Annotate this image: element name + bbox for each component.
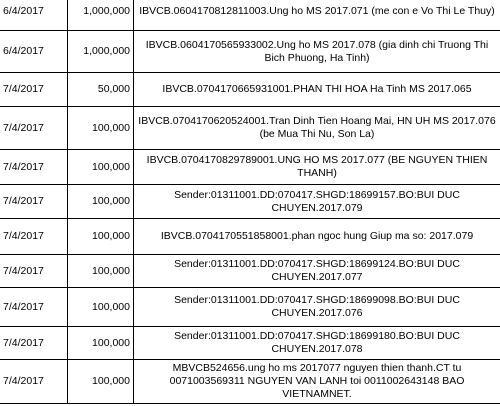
row-date: 7/4/2017 bbox=[0, 107, 68, 150]
row-date: 7/4/2017 bbox=[0, 73, 68, 107]
row-amount: 100,000 bbox=[68, 288, 134, 327]
table-row bbox=[0, 360, 500, 404]
row-amount: 100,000 bbox=[68, 255, 134, 288]
table-row bbox=[0, 327, 500, 360]
table-row bbox=[0, 73, 500, 107]
row-description: IBVCB.0604170812811003.Ung ho MS 2017.071 (me con e Vo Thi Le Thuy) bbox=[134, 0, 500, 31]
row-date: 7/4/2017 bbox=[0, 219, 68, 255]
row-description: IBVCB.0704170551858001.phan ngoc hung Giup ma so: 2017.079 bbox=[134, 219, 500, 255]
row-amount: 100,000 bbox=[68, 327, 134, 360]
row-date: 7/4/2017 bbox=[0, 288, 68, 327]
table-row bbox=[0, 150, 500, 185]
row-description: Sender:01311001.DD:070417.SHGD:18699124.BO:BUI DUC CHUYEN.2017.077 bbox=[134, 255, 500, 288]
row-amount: 100,000 bbox=[68, 107, 134, 150]
row-date: 7/4/2017 bbox=[0, 185, 68, 219]
row-amount: 100,000 bbox=[68, 150, 134, 185]
row-amount: 100,000 bbox=[68, 219, 134, 255]
row-date: 7/4/2017 bbox=[0, 255, 68, 288]
row-description: IBVCB.0704170620524001.Tran Dinh Tien Hoang Mai, HN UH MS 2017.076 (be Mua Thi Nu, Son La) bbox=[134, 107, 500, 150]
row-description: Sender:01311001.DD:070417.SHGD:18699157.BO:BUI DUC CHUYEN.2017.079 bbox=[134, 185, 500, 219]
table-row bbox=[0, 0, 500, 31]
table-row bbox=[0, 185, 500, 219]
row-description: MBVCB524656.ung ho ms 2017077 nguyen thien thanh.CT tu 0071003569311 NGUYEN VAN LANH toi 0011002643148 BAO VIETNAMNET. bbox=[134, 360, 500, 404]
table-row bbox=[0, 288, 500, 327]
row-description: Sender:01311001.DD:070417.SHGD:18699180.BO:BUI DUC CHUYEN.2017.078 bbox=[134, 327, 500, 360]
row-date: 7/4/2017 bbox=[0, 150, 68, 185]
row-amount: 100,000 bbox=[68, 360, 134, 404]
table-row bbox=[0, 219, 500, 255]
table-row bbox=[0, 255, 500, 288]
row-date: 6/4/2017 bbox=[0, 0, 68, 31]
row-description: Sender:01311001.DD:070417.SHGD:18699098.BO:BUI DUC CHUYEN.2017.076 bbox=[134, 288, 500, 327]
row-amount: 1,000,000 bbox=[68, 0, 134, 31]
table-row bbox=[0, 31, 500, 73]
row-date: 6/4/2017 bbox=[0, 31, 68, 73]
row-date: 7/4/2017 bbox=[0, 360, 68, 404]
row-amount: 100,000 bbox=[68, 185, 134, 219]
row-description: IBVCB.0604170565933002.Ung ho MS 2017.078 (gia dinh chi Truong Thi Bich Phuong, Ha Tinh) bbox=[134, 31, 500, 73]
row-description: IBVCB.0704170665931001.PHAN THI HOA Ha Tinh MS 2017.065 bbox=[134, 73, 500, 107]
row-amount: 50,000 bbox=[68, 73, 134, 107]
row-date: 7/4/2017 bbox=[0, 327, 68, 360]
table-row bbox=[0, 107, 500, 150]
row-amount: 1,000,000 bbox=[68, 31, 134, 73]
row-description: IBVCB.0704170829789001.UNG HO MS 2017.077 (BE NGUYEN THIEN THANH) bbox=[134, 150, 500, 185]
